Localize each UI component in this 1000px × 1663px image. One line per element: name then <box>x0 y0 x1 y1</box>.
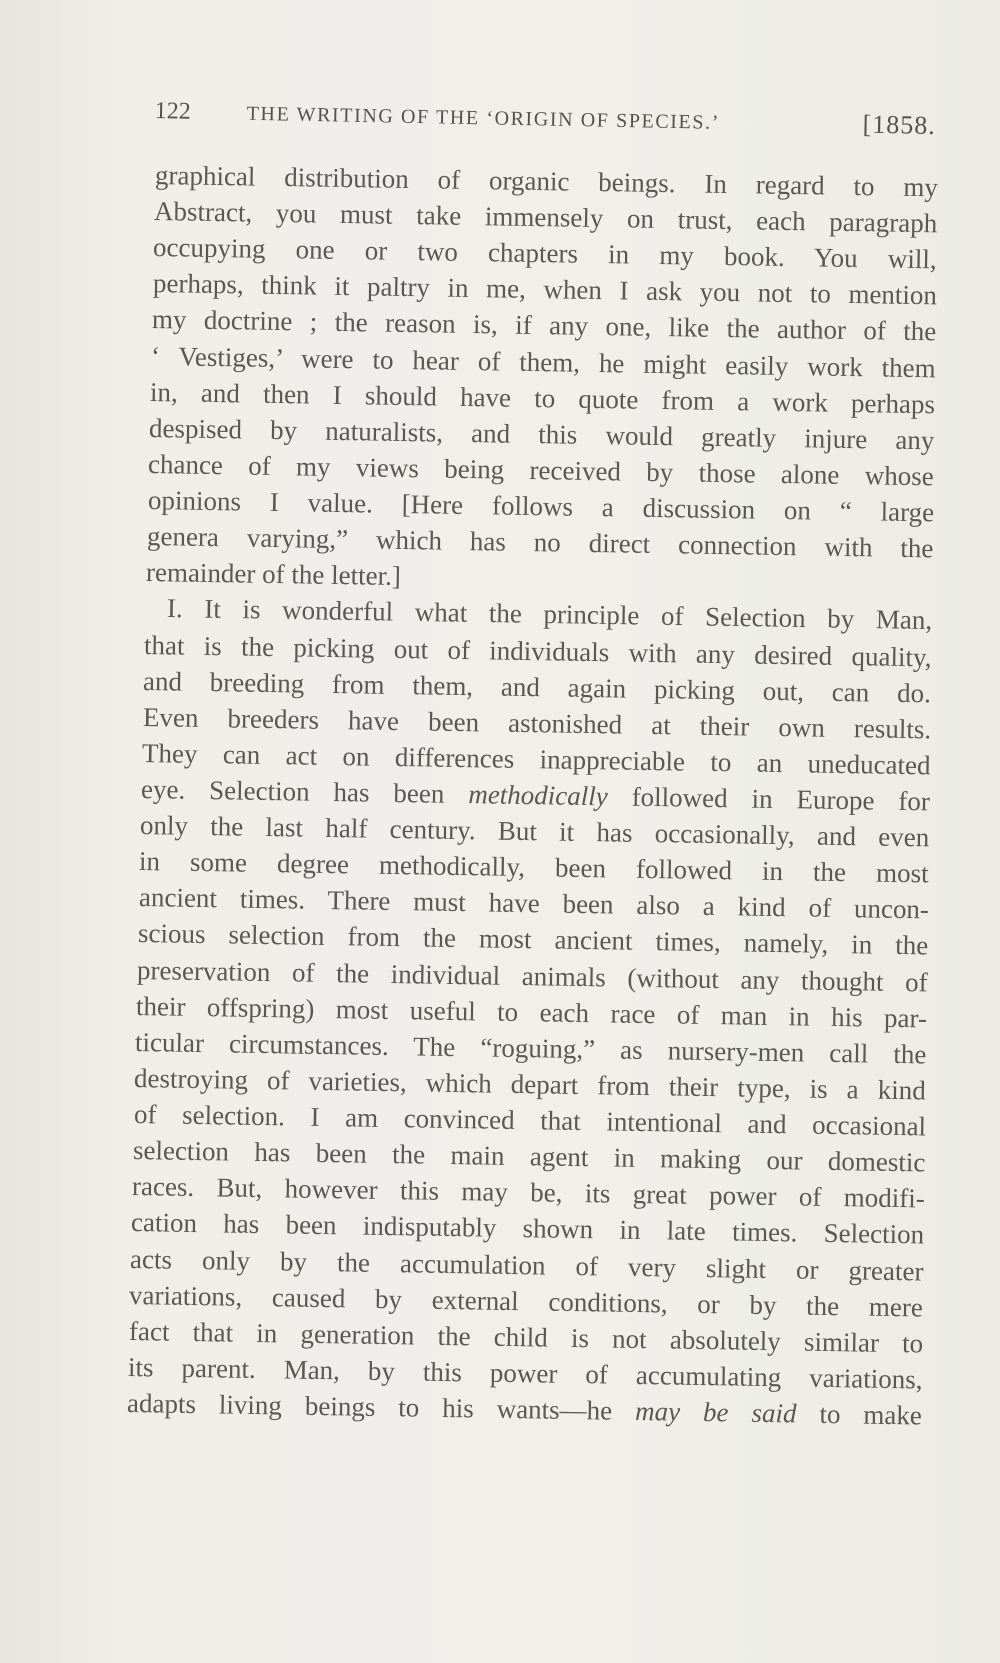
text-line: preservation of the individual animals (without any thought of <box>136 954 928 997</box>
text-line: of selection. I am convinced that intentional and occasional <box>133 1099 926 1142</box>
text-line: remainder of the letter.] <box>145 557 402 592</box>
text-line: graphical distribution of organic beings. In regard to my <box>154 160 939 203</box>
text-line: ancient times. There must have been also a kind of uncon- <box>138 882 929 925</box>
text-line: occupying one or two chapters in my book. You will, <box>153 232 938 275</box>
italic-phrase: may be said <box>634 1395 797 1429</box>
text-line: ‘ Vestiges,’ were to hear of them, he might easily work them <box>150 340 936 383</box>
text-line: in some degree methodically, been followed in the most <box>139 846 930 889</box>
text-line: and breeding from them, and again picking out, can do. <box>143 665 932 709</box>
text-line: scious selection from the most ancient times, namely, in the <box>137 918 929 961</box>
text-line: that is the picking out of individuals with any desired quality, <box>144 629 932 672</box>
text-line: Even breeders have been astonished at their own results. <box>142 701 932 745</box>
text-line: Abstract, you must take immensely on trust, each paragraph <box>153 196 938 239</box>
running-year: [1858. <box>862 109 937 140</box>
text-line: adapts living beings to his wants—he may be said to make <box>126 1388 923 1431</box>
text-line: acts only by the accumulation of very slight or greater <box>130 1243 924 1286</box>
text-line: perhaps, think it paltry in me, when I ask you not to mention <box>152 268 937 311</box>
text-line: They can act on differences inappreciable to an uneducated <box>141 737 931 781</box>
text-line: chance of my views being received by those alone whose <box>148 448 935 492</box>
text-line: ticular circumstances. The “roguing,” as nursery-men call the <box>134 1026 927 1070</box>
page-number: 122 <box>154 98 191 125</box>
text-line: fact that in generation the child is not absolutely similar to <box>128 1315 924 1359</box>
text-line: my doctrine ; the reason is, if any one, like the author of the <box>151 304 937 347</box>
text-line: I. It is wonderful what the principle of Selection by Man, <box>166 593 933 636</box>
text-line: genera varying,” which has no direct connection with the <box>146 521 934 564</box>
text-line: variations, caused by external conditions, or by the mere <box>129 1279 924 1323</box>
text-line: races. But, however this may be, its great power of modifi- <box>131 1171 925 1214</box>
text-line: its parent. Man, by this power of accumulating variations, <box>127 1351 923 1395</box>
running-title: THE WRITING OF THE ‘ORIGIN OF SPECIES.’ <box>246 102 721 134</box>
text-line: cation has been indisputably shown in late times. Selection <box>130 1207 925 1250</box>
text-line: their offspring) most useful to each race of man in his par- <box>135 990 928 1034</box>
text-line: destroying of varieties, which depart from their type, is a kind <box>134 1062 927 1106</box>
text-line: opinions I value. [Here follows a discussion on “ large <box>147 485 934 528</box>
text-line: selection has been the main agent in making our domestic <box>132 1135 926 1178</box>
text-line: only the last half century. But it has occasionally, and even <box>139 810 930 853</box>
text-line: eye. Selection has been methodically followed in Europe for <box>140 774 931 817</box>
text-line: in, and then I should have to quote from a work perhaps <box>149 376 936 420</box>
text-line: despised by naturalists, and this would greatly injure any <box>148 412 935 456</box>
italic-phrase: methodically <box>468 779 609 812</box>
